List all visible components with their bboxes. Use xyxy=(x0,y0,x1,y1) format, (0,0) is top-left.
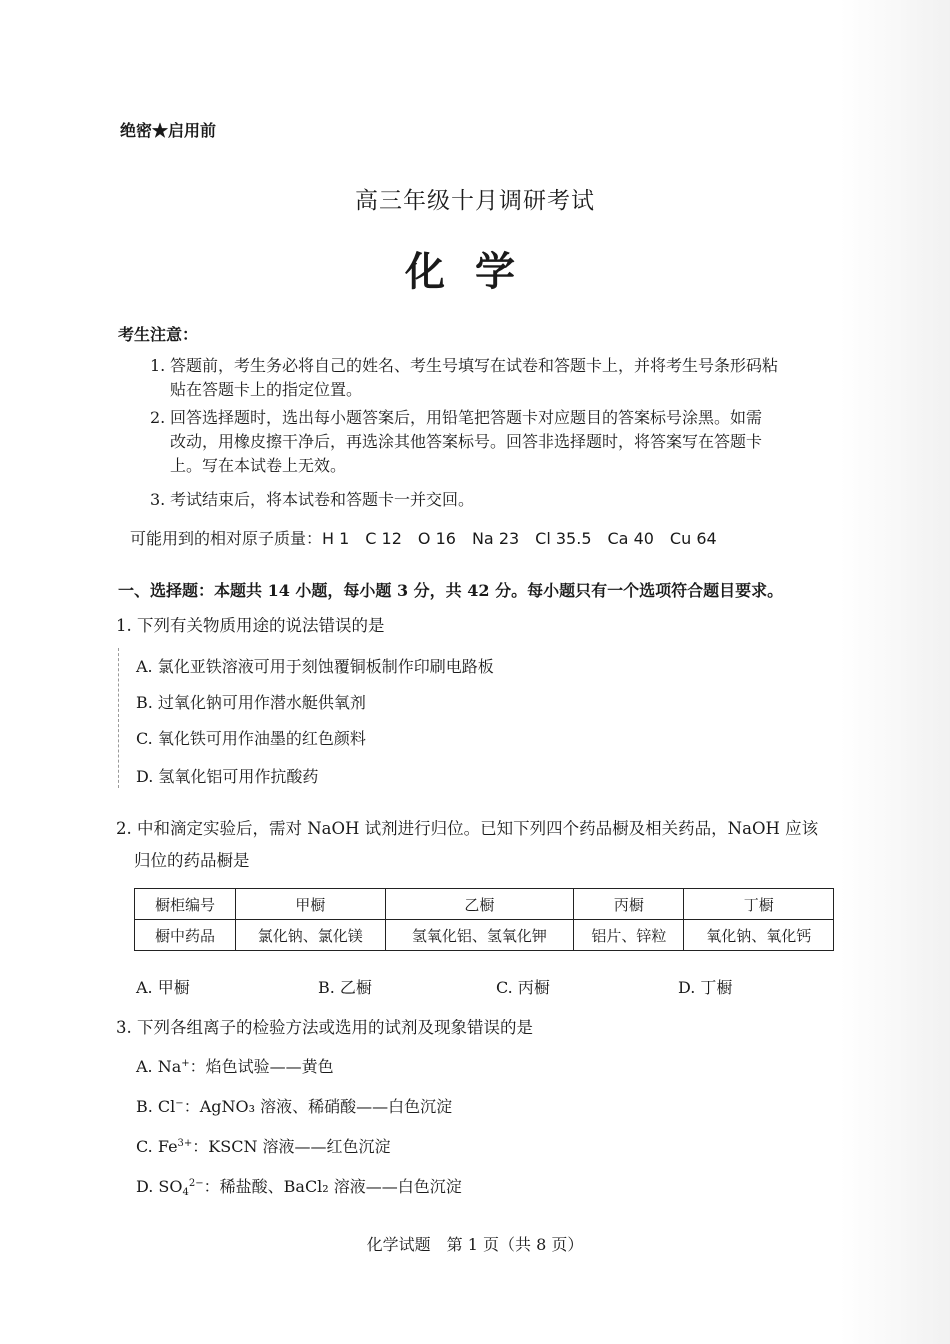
question-3-option-d xyxy=(136,1174,462,1198)
ion-charge: + xyxy=(181,1058,190,1069)
question-2-stem-line1: 2. 中和滴定实验后，需对 NaOH 试剂进行归位。已知下列四个药品橱及相关药品，NaOH 应该 xyxy=(116,819,819,838)
option-label: B. Cl xyxy=(136,1097,176,1116)
notice-num: 3. xyxy=(150,490,166,509)
question-3-stem: 3. 下列各组离子的检验方法或选用的试剂及现象错误的是 xyxy=(116,1018,533,1037)
question-2-option-d: D. 丁橱 xyxy=(678,978,733,997)
notice-text: 上。写在本试卷上无效。 xyxy=(170,456,347,475)
notice-num: 1. xyxy=(150,356,166,375)
notice-item-3 xyxy=(150,488,840,512)
notice-heading: 考生注意： xyxy=(118,325,199,344)
question-3-option-a xyxy=(136,1054,334,1077)
notice-text: 答题前，考生务必将自己的姓名、考生号填写在试卷和答题卡上，并将考生号条形码粘 xyxy=(170,356,779,375)
scan-artifact-line xyxy=(118,648,121,788)
option-label: A. Na xyxy=(136,1057,182,1076)
table-cell: 乙橱 xyxy=(385,889,574,920)
table-cell: 铝片、锌粒 xyxy=(574,920,684,951)
question-2-stem-line2: 归位的药品橱是 xyxy=(134,851,250,870)
table-cell: 氢氧化铝、氢氧化钾 xyxy=(385,920,574,951)
option-text: ：AgNO₃ 溶液、稀硝酸——白色沉淀 xyxy=(183,1097,453,1116)
table-cell: 氧化钠、氧化钙 xyxy=(684,920,834,951)
option-text: ：稀盐酸、BaCl₂ 溶液——白色沉淀 xyxy=(203,1177,462,1196)
option-text: ：KSCN 溶液——红色沉淀 xyxy=(192,1137,391,1156)
question-1-option-c: C. 氧化铁可用作油墨的红色颜料 xyxy=(136,729,366,748)
table-row xyxy=(135,920,834,951)
notice-text: 回答选择题时，选出每小题答案后，用铅笔把答题卡对应题目的答案标号涂黑。如需 xyxy=(170,408,763,427)
notice-item-2 xyxy=(150,406,840,478)
notice-num: 2. xyxy=(150,408,166,427)
question-2-option-a: A. 甲橱 xyxy=(136,978,190,997)
cabinet-table xyxy=(134,888,834,951)
section-heading: 一、选择题：本题共 14 小题，每小题 3 分，共 42 分。每小题只有一个选项符合题目要求。 xyxy=(118,581,784,600)
notice-text: 改动，用橡皮擦干净后，再选涂其他答案标号。回答非选择题时，将答案写在答题卡 xyxy=(170,432,763,451)
question-3-option-c xyxy=(136,1134,391,1157)
subject-title: 化学 xyxy=(405,248,545,295)
question-1-option-a: A. 氯化亚铁溶液可用于刻蚀覆铜板制作印刷电路板 xyxy=(136,657,494,676)
option-label: D. SO xyxy=(136,1177,183,1196)
ion-charge: 3+ xyxy=(177,1138,193,1149)
question-2-option-b: B. 乙橱 xyxy=(318,978,372,997)
confidential-mark: 绝密★启用前 xyxy=(120,121,217,140)
question-1-option-d: D. 氢氧化铝可用作抗酸药 xyxy=(136,767,319,786)
table-cell: 丙橱 xyxy=(574,889,684,920)
exam-title: 高三年级十月调研考试 xyxy=(355,188,595,214)
page-footer: 化学试题 第 1 页（共 8 页） xyxy=(366,1235,584,1254)
ion-charge: 2− xyxy=(188,1178,204,1189)
notice-item-1 xyxy=(150,354,840,402)
table-cell: 橱中药品 xyxy=(135,920,236,951)
table-row xyxy=(135,889,834,920)
option-label: C. Fe xyxy=(136,1137,178,1156)
notice-text: 考试结束后，将本试卷和答题卡一并交回。 xyxy=(170,490,475,509)
question-3-option-b xyxy=(136,1094,452,1117)
table-cell: 氯化钠、氯化镁 xyxy=(236,920,386,951)
table-cell: 甲橱 xyxy=(236,889,386,920)
ion-charge: − xyxy=(175,1098,184,1109)
question-2-option-c: C. 丙橱 xyxy=(496,978,550,997)
question-1-stem: 1. 下列有关物质用途的说法错误的是 xyxy=(116,616,385,635)
notice-text: 贴在答题卡上的指定位置。 xyxy=(170,380,363,399)
option-text: ：焰色试验——黄色 xyxy=(189,1057,334,1076)
question-1-option-b: B. 过氧化钠可用作潜水艇供氧剂 xyxy=(136,693,366,712)
table-cell: 橱柜编号 xyxy=(135,889,236,920)
atomic-masses: 可能用到的相对原子质量：H 1 C 12 O 16 Na 23 Cl 35.5 Ca 40 Cu 64 xyxy=(130,529,717,548)
table-cell: 丁橱 xyxy=(684,889,834,920)
ion-subscript: 4 xyxy=(182,1187,189,1198)
